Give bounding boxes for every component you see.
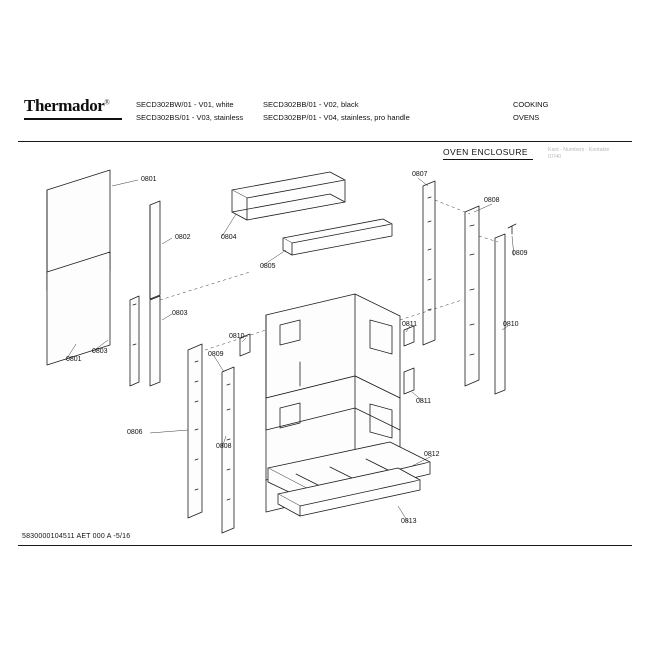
part-0809-fastener [508, 224, 516, 234]
document-footer-code: 5830000104511 AET 000 A -5/16 [22, 533, 131, 540]
faint-watermark-note: Kant - Numbers - Kontakte 07/40 [548, 147, 610, 160]
callout-0802: 0802 [175, 234, 191, 241]
model-item: SECD302BW/01 - V01, white [136, 100, 234, 109]
footer-divider [18, 545, 632, 546]
callout-0809-left: 0809 [208, 351, 224, 358]
part-0811-bracket-upper [404, 326, 414, 346]
callout-0804: 0804 [221, 234, 237, 241]
callout-0807: 0807 [412, 171, 428, 178]
part-0805-front-trim [283, 219, 392, 255]
part-0803-trim-strip-b [130, 296, 139, 386]
drawing-title: OVEN ENCLOSURE [443, 147, 528, 157]
callout-0810-left: 0810 [229, 333, 245, 340]
callout-0803-left: 0803 [92, 348, 108, 355]
part-0804-top-cover [232, 172, 345, 220]
callout-0810-right: 0810 [503, 321, 519, 328]
part-0806-left-rail [188, 344, 202, 518]
callout-0801-bottom: 0801 [66, 356, 82, 363]
category-item: OVENS [513, 113, 540, 122]
part-0810-right-strip [495, 234, 505, 394]
callout-0809-right: 0809 [512, 250, 528, 257]
part-0808-left-rail [222, 367, 234, 533]
part-0807-right-rail [423, 181, 435, 345]
callout-0811-upper: 0811 [402, 321, 418, 328]
callout-0803-right: 0803 [172, 310, 188, 317]
part-0808-right-rail [465, 206, 479, 386]
part-0802-trim-strip [150, 201, 160, 299]
callout-0808-left: 0808 [216, 443, 232, 450]
model-item: SECD302BS/01 - V03, stainless [136, 113, 244, 122]
category-item: COOKING [513, 100, 549, 109]
model-item: SECD302BP/01 - V04, stainless, pro handle [263, 113, 410, 122]
part-0803-trim-strip-a [150, 296, 160, 386]
registered-trademark-icon: ® [104, 98, 110, 107]
brand-name: Thermador [24, 96, 105, 115]
callout-0811-lower: 0811 [416, 398, 432, 405]
model-item: SECD302BB/01 - V02, black [263, 100, 359, 109]
part-0811-bracket-lower [404, 368, 414, 394]
callout-0806: 0806 [127, 429, 143, 436]
callout-0801-top: 0801 [141, 176, 157, 183]
callout-0805: 0805 [260, 263, 276, 270]
callout-0813: 0813 [401, 518, 417, 525]
callout-0812: 0812 [424, 451, 440, 458]
callout-0808-right: 0808 [484, 197, 500, 204]
